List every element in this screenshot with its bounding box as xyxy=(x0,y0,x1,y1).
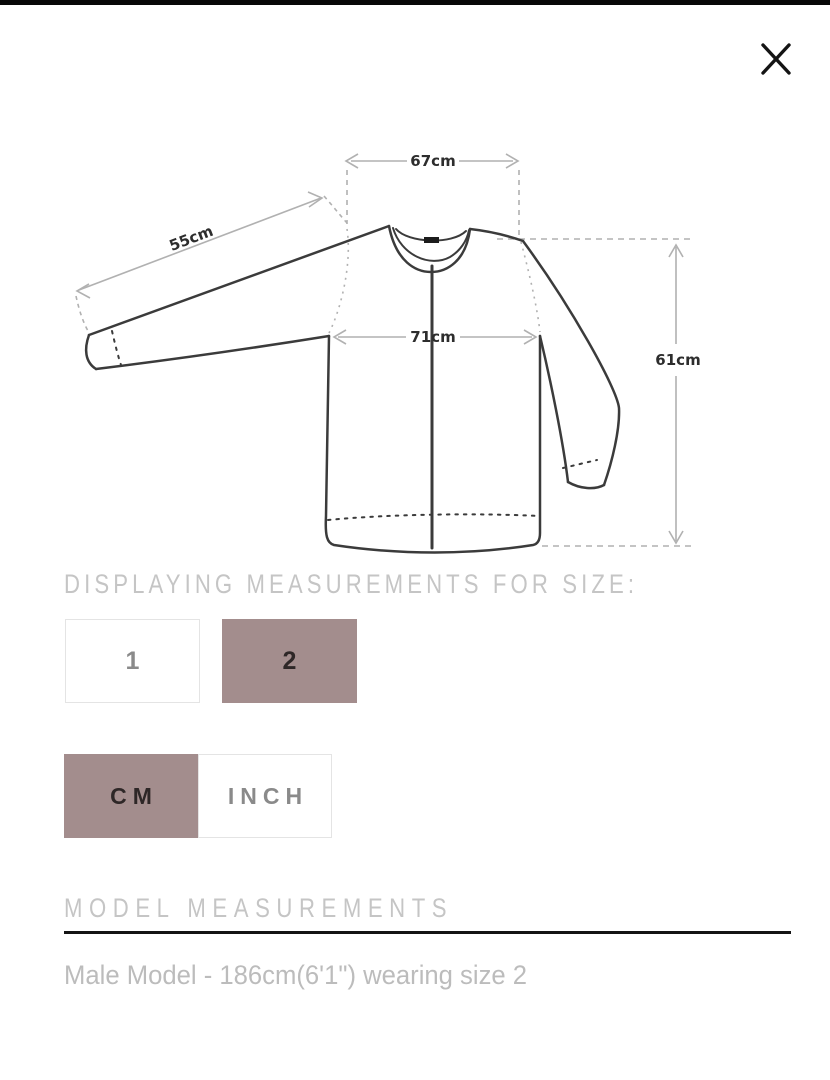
displaying-measurements-heading: DISPLAYING MEASUREMENTS FOR SIZE: xyxy=(64,569,639,599)
model-measurements-heading: MODEL MEASUREMENTS xyxy=(64,893,454,923)
section-divider xyxy=(64,931,791,934)
right-cuff-dotted-seam xyxy=(563,460,597,468)
unit-toggle-inch[interactable]: INCH xyxy=(198,754,332,838)
model-description-text: Male Model - 186cm(6'1") wearing size 2 xyxy=(64,960,528,990)
left-sleeve-top-line xyxy=(89,226,389,335)
shoulder-width-label: 67cm xyxy=(410,152,456,170)
right-cuff-end xyxy=(568,482,604,488)
sleeve-length-label: 55cm xyxy=(166,221,216,255)
left-sleeve-underside xyxy=(96,336,329,369)
collar-label-tag xyxy=(424,237,439,243)
unit-toggle-cm[interactable]: CM xyxy=(64,754,198,838)
chest-width-label: 71cm xyxy=(410,328,456,346)
size-option-2[interactable]: 2 xyxy=(222,619,357,703)
left-cuff-end xyxy=(86,335,96,369)
left-cuff-dotted-seam xyxy=(112,331,121,365)
right-shoulder-line xyxy=(470,229,523,241)
right-sleeve-outer xyxy=(523,241,619,485)
right-sleeve-inner xyxy=(540,336,568,482)
body-length-label: 61cm xyxy=(655,351,701,369)
size-option-1[interactable]: 1 xyxy=(65,619,200,703)
collar-band-arc xyxy=(393,228,469,261)
garment-outline xyxy=(86,226,619,553)
